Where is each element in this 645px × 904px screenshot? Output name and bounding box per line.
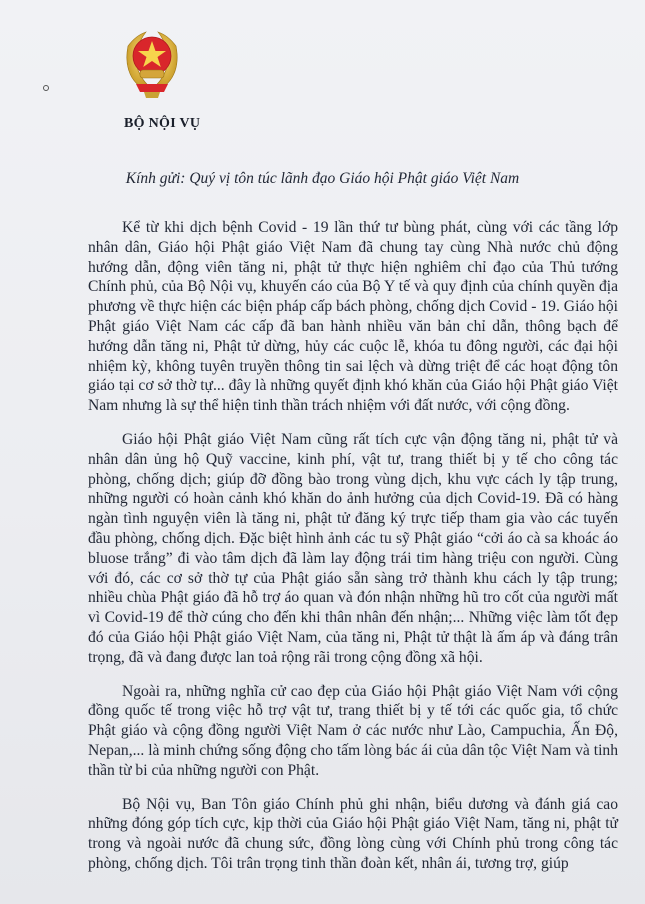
ink-dot xyxy=(43,85,49,91)
paragraph: Ngoài ra, những nghĩa cử cao đẹp của Giáo hội Phật giáo Việt Nam với cộng đồng quốc tế trong việc hỗ trợ vật tư, trang thiết bị y tế tới các quốc gia, tổ chức Phật giáo và cộng đồng người Việt Nam ở các nước như Lào, Campuchia, Ấn Độ, Nepan,... là minh chứng sống động cho tấm lòng bác ái của dân tộc Việt Nam và tinh thần từ bi của những người con Phật. xyxy=(88,682,618,779)
paragraph: Giáo hội Phật giáo Việt Nam cũng rất tích cực vận động tăng ni, phật tử và nhân dân ủng hộ Quỹ vaccine, kinh phí, vật tư, trang thiết bị y tế cho công tác phòng, chống dịch; giúp đỡ đồng bào trong vùng dịch, khu vực cách ly tập trung, những người có hoàn cảnh khó khăn do ảnh hưởng của dịch Covid-19. Đã có hàng ngàn tình nguyện viên là tăng ni, phật tử đăng ký trực tiếp tham gia vào các tuyến đầu phòng, chống dịch. Đặc biệt hình ảnh các tu sỹ Phật giáo “cởi áo cà sa khoác áo bluose trắng” đi vào tâm dịch đã làm lay động trái tim hàng triệu con người. Cùng với đó, các cơ sở thờ tự của Phật giáo sẵn sàng trở thành khu cách ly tập trung; nhiều chùa Phật giáo đã hỗ trợ áo quan và đón nhận những hũ tro cốt của người mất vì Covid-19 để thờ cúng cho đến khi thân nhân đến nhận;... Những việc làm tốt đẹp đó của Giáo hội Phật giáo Việt Nam, của tăng ni, Phật tử thật là ấm áp và đáng trân trọng, đã và đang được lan toả rộng rãi trong cộng đồng xã hội. xyxy=(88,430,618,666)
salutation: Kính gửi: Quý vị tôn túc lãnh đạo Giáo hội Phật giáo Việt Nam xyxy=(125,170,520,187)
letter-body xyxy=(88,218,618,888)
paragraph: Bộ Nội vụ, Ban Tôn giáo Chính phủ ghi nhận, biểu dương và đánh giá cao những đóng góp tích cực, kịp thời của Giáo hội Phật giáo Việt Nam, tăng ni, phật tử trong và ngoài nước đã chung sức, đồng lòng cùng với Chính phủ trong công tác phòng, chống dịch. Tôi trân trọng tinh thần đoàn kết, nhân ái, tương trợ, giúp xyxy=(88,795,618,872)
ministry-name: BỘ NỘI VỤ xyxy=(124,116,201,131)
paragraph: Kể từ khi dịch bệnh Covid - 19 lần thứ tư bùng phát, cùng với các tầng lớp nhân dân, Giáo hội Phật giáo Việt Nam đã chung tay cùng Nhà nước chủ động hướng dẫn, động viên tăng ni, phật tử thực hiện nghiêm chỉ đạo của Thủ tướng Chính phủ, của Bộ Nội vụ, khuyến cáo của Bộ Y tế và quy định của chính quyền địa phương về thực hiện các biện pháp cấp bách phòng, chống dịch Covid - 19. Giáo hội Phật giáo Việt Nam các cấp đã ban hành nhiều văn bản chỉ dẫn, thông bạch để hướng dẫn tăng ni, Phật tử dừng, hủy các cuộc lễ, khóa tu đông người, các đại hội nhiệm kỳ, không tuyên truyền thông tin sai lệch và dừng triệt để các hoạt động tôn giáo tại cơ sở thờ tự... đây là những quyết định khó khăn của Giáo hội Phật giáo Việt Nam nhưng là sự thể hiện tinh thần trách nhiệm với đất nước, với cộng đồng. xyxy=(88,219,618,415)
vietnam-national-emblem-icon xyxy=(120,26,184,100)
